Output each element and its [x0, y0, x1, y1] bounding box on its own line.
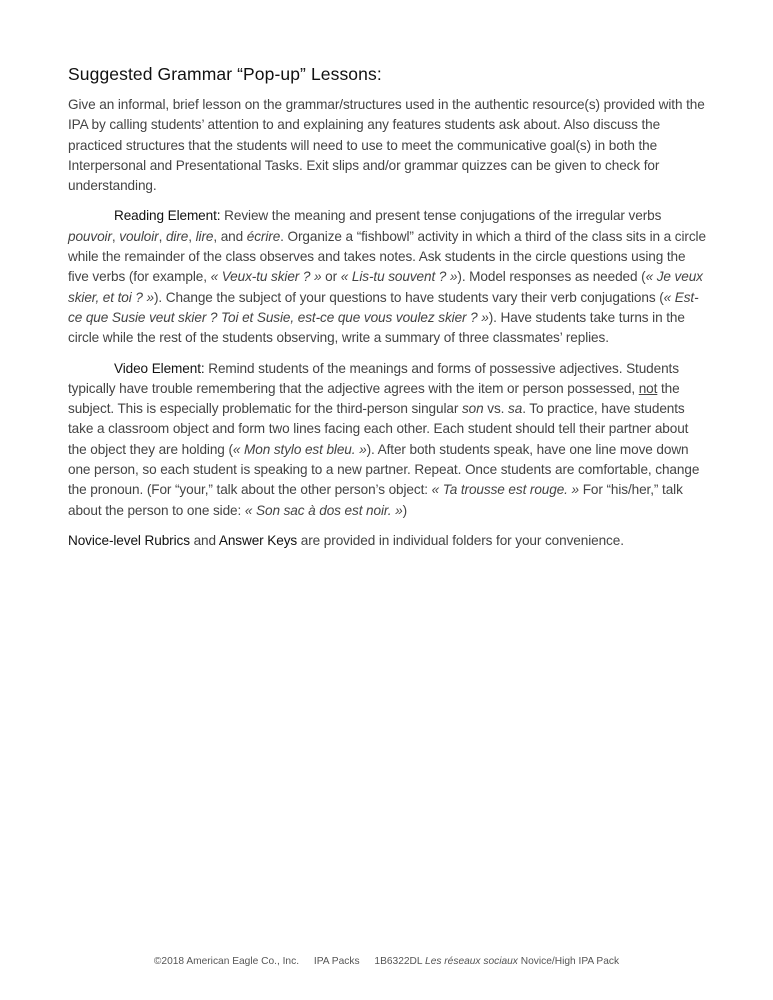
text-run: , and	[213, 228, 247, 244]
italic-text: écrire	[246, 228, 281, 244]
text-run: Review the meaning and present tense conjugations of the irregular verbs	[220, 208, 662, 224]
text-run: and	[189, 532, 219, 548]
footer-pack-title: Les réseaux sociaux	[425, 956, 518, 967]
text-run: Remind students of the meanings and forms of possessive adjectives. Students typically have trouble remembering that the adjective agrees with the item or person possessed,	[68, 360, 679, 396]
section-title: Suggested Grammar “Pop-up” Lessons:	[68, 64, 382, 84]
text-run: . Organize a “fishbowl” activity in which a third of the class sits in a circle while the remainder of the class observes and takes notes. Ask students in the circle questions using the five verbs (for example,	[68, 228, 706, 285]
reading-element-paragraph	[68, 206, 708, 348]
text-run: ). Change the subject of your questions to have students vary their verb conjugations (	[153, 289, 664, 305]
document-page	[68, 64, 708, 561]
footer-code: 1B6322DL	[374, 956, 423, 967]
resources-paragraph	[68, 531, 708, 551]
text-run: ,	[188, 228, 196, 244]
italic-text: « Je veux skier, et toi ? »	[68, 269, 703, 305]
italic-text: son	[461, 401, 484, 417]
text-run: ). Model responses as needed (	[457, 269, 646, 285]
italic-text: vouloir	[119, 228, 159, 244]
text-run: are provided in individual folders for your convenience.	[297, 532, 624, 548]
text-run: ). After both students speak, have one line move down one person, so each student is speaking to a new partner. Repeat. Once students are comfortable, change the pronoun. (For “your,” talk about the other person’s object:	[68, 441, 700, 498]
italic-text: dire	[165, 228, 189, 244]
text-run: . To practice, have students take a classroom object and form two lines facing each other. Each student should tell their partner about the object they are holding (	[68, 401, 689, 457]
italic-text: lire	[195, 228, 214, 244]
bold-label: Answer Keys	[218, 532, 298, 548]
italic-text: pouvoir	[68, 228, 112, 244]
italic-text: « Est-ce que Susie veut skier ? Toi et Susie, est-ce que vous voulez skier ? »	[68, 289, 699, 325]
text-run: ,	[158, 228, 166, 244]
italic-text: « Veux-tu skier ? »	[210, 269, 322, 285]
footer-copyright: ©2018 American Eagle Co., Inc.	[153, 956, 300, 967]
footer-product-line: IPA Packs	[313, 956, 360, 967]
text-run: Give an informal, brief lesson on the grammar/structures used in the authentic resource(s) provided with the IPA by calling students’ attention to and explaining any features students ask about. Also discuss the practiced structures that the students will need to use to meet the communicative goal(s) in both the Interpersonal and Presentational Tasks. Exit slips and/or grammar quizzes can be given to check for understanding.	[68, 97, 705, 194]
body-text	[68, 95, 708, 551]
underlined-text: not	[638, 380, 658, 396]
page-footer	[0, 956, 773, 967]
footer-pack-level: Novice/High IPA Pack	[520, 956, 620, 967]
video-element-paragraph	[68, 359, 708, 521]
text-run: )	[402, 502, 408, 518]
bold-label: Reading Element:	[114, 208, 221, 224]
text-run: For “his/her,” talk about the person to one side:	[68, 482, 683, 518]
italic-text: « Son sac à dos est noir. »	[244, 502, 403, 518]
italic-text: sa	[508, 401, 523, 417]
text-run: ,	[111, 228, 120, 244]
italic-text: « Ta trousse est rouge. »	[431, 482, 580, 498]
footer-pack-info	[374, 956, 619, 967]
text-run: ). Have students take turns in the circle while the rest of the students observing, write a summary of three classmates’ replies.	[68, 309, 685, 346]
italic-text: « Lis-tu souvent ? »	[340, 269, 458, 285]
text-run: or	[321, 269, 341, 285]
bold-label: Video Element:	[114, 360, 205, 376]
intro-paragraph	[68, 95, 708, 196]
bold-label: Novice-level Rubrics	[68, 532, 190, 548]
text-run: vs.	[483, 401, 509, 417]
italic-text: « Mon stylo est bleu. »	[232, 441, 367, 457]
text-run: the subject. This is especially problematic for the third-person singular	[68, 380, 680, 417]
